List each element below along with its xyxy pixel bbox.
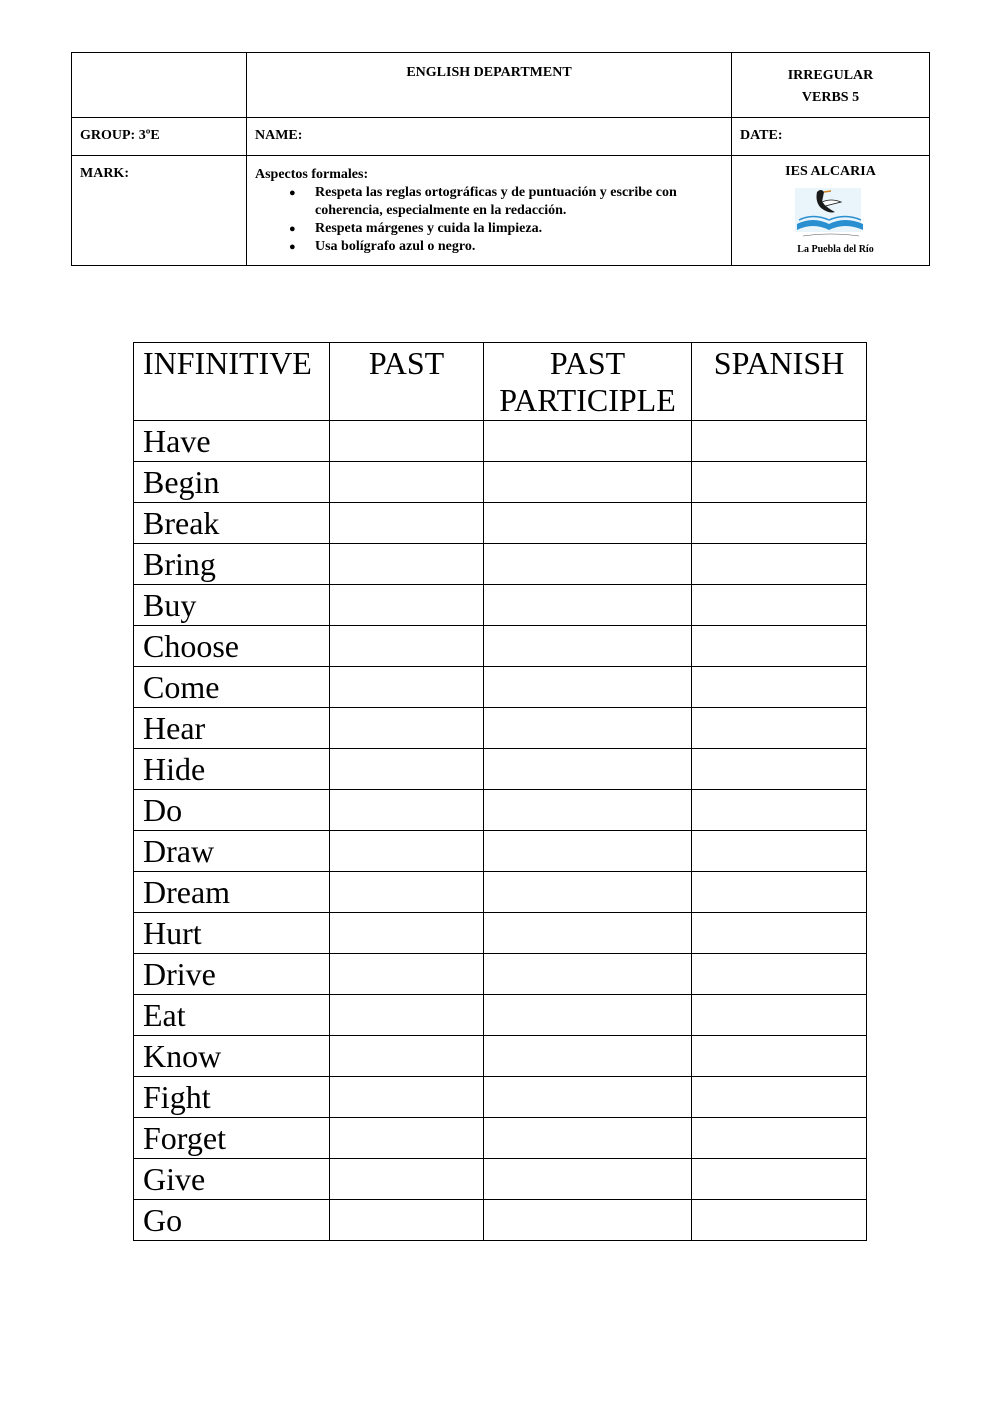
- school-logo: [791, 186, 871, 242]
- header-table: [71, 52, 930, 266]
- table-row: [134, 831, 867, 872]
- verb-infinitive: Give: [134, 1159, 330, 1200]
- past-participle-answer-cell[interactable]: [484, 585, 692, 626]
- verb-rows: [134, 421, 867, 1241]
- past-answer-cell[interactable]: [330, 1077, 484, 1118]
- col-spanish: SPANISH: [692, 343, 867, 421]
- table-row: [134, 462, 867, 503]
- table-row: [134, 421, 867, 462]
- col-past-participle: [484, 343, 692, 421]
- past-participle-answer-cell[interactable]: [484, 1077, 692, 1118]
- verb-infinitive: Eat: [134, 995, 330, 1036]
- past-participle-answer-cell[interactable]: [484, 626, 692, 667]
- past-participle-answer-cell[interactable]: [484, 995, 692, 1036]
- past-answer-cell[interactable]: [330, 503, 484, 544]
- aspecto-item: ● Respeta márgenes y cuida la limpieza.: [289, 220, 731, 238]
- past-participle-answer-cell[interactable]: [484, 1118, 692, 1159]
- verb-infinitive: Go: [134, 1200, 330, 1241]
- spanish-answer-cell[interactable]: [692, 1200, 867, 1241]
- past-answer-cell[interactable]: [330, 1159, 484, 1200]
- aspectos-list: [255, 184, 731, 256]
- spanish-answer-cell[interactable]: [692, 667, 867, 708]
- past-participle-answer-cell[interactable]: [484, 831, 692, 872]
- verb-infinitive: Hurt: [134, 913, 330, 954]
- table-row: [134, 667, 867, 708]
- spanish-answer-cell[interactable]: [692, 585, 867, 626]
- table-row: [134, 995, 867, 1036]
- past-answer-cell[interactable]: [330, 954, 484, 995]
- past-participle-answer-cell[interactable]: [484, 1036, 692, 1077]
- past-participle-answer-cell[interactable]: [484, 1159, 692, 1200]
- verb-infinitive: Draw: [134, 831, 330, 872]
- past-answer-cell[interactable]: [330, 544, 484, 585]
- col-past: PAST: [330, 343, 484, 421]
- past-answer-cell[interactable]: [330, 626, 484, 667]
- table-row: [134, 954, 867, 995]
- aspectos-title: Aspectos formales:: [255, 167, 369, 182]
- spanish-answer-cell[interactable]: [692, 1159, 867, 1200]
- table-row: [134, 872, 867, 913]
- aspectos-formales: [247, 156, 732, 266]
- aspecto-item: ● Respeta las reglas ortográficas y de puntuación y escribe con coherencia, especialmente en la redacción.: [289, 184, 731, 220]
- past-participle-answer-cell[interactable]: [484, 667, 692, 708]
- verb-infinitive: Buy: [134, 585, 330, 626]
- table-row: [134, 1118, 867, 1159]
- past-participle-answer-cell[interactable]: [484, 503, 692, 544]
- spanish-answer-cell[interactable]: [692, 1118, 867, 1159]
- past-participle-answer-cell[interactable]: [484, 421, 692, 462]
- past-participle-answer-cell[interactable]: [484, 913, 692, 954]
- spanish-answer-cell[interactable]: [692, 462, 867, 503]
- table-row: [134, 1077, 867, 1118]
- spanish-answer-cell[interactable]: [692, 995, 867, 1036]
- verb-infinitive: Hide: [134, 749, 330, 790]
- school-town: La Puebla del Río: [797, 244, 874, 255]
- table-row: [134, 790, 867, 831]
- past-answer-cell[interactable]: [330, 790, 484, 831]
- verb-infinitive: Come: [134, 667, 330, 708]
- aspecto-item: ● Usa bolígrafo azul o negro.: [289, 238, 731, 256]
- group-label: GROUP: 3ºE: [72, 118, 247, 156]
- past-answer-cell[interactable]: [330, 872, 484, 913]
- header-blank-cell: [72, 53, 247, 118]
- spanish-answer-cell[interactable]: [692, 954, 867, 995]
- title-line-1: IRREGULAR: [787, 68, 874, 83]
- spanish-answer-cell[interactable]: [692, 503, 867, 544]
- past-participle-answer-cell[interactable]: [484, 954, 692, 995]
- worksheet-title: [732, 53, 930, 118]
- table-row: [134, 749, 867, 790]
- verb-infinitive: Do: [134, 790, 330, 831]
- past-participle-answer-cell[interactable]: [484, 872, 692, 913]
- title-line-2: VERBS 5: [801, 90, 860, 105]
- past-participle-answer-cell[interactable]: [484, 749, 692, 790]
- col-past-participle-line1: PAST: [549, 345, 626, 381]
- verb-infinitive: Forget: [134, 1118, 330, 1159]
- spanish-answer-cell[interactable]: [692, 421, 867, 462]
- stork-book-icon: [791, 186, 871, 242]
- verb-infinitive: Have: [134, 421, 330, 462]
- school-name: IES ALCARIA: [785, 164, 876, 179]
- past-answer-cell[interactable]: [330, 1118, 484, 1159]
- past-participle-answer-cell[interactable]: [484, 790, 692, 831]
- past-answer-cell[interactable]: [330, 1036, 484, 1077]
- spanish-answer-cell[interactable]: [692, 872, 867, 913]
- verb-infinitive: Break: [134, 503, 330, 544]
- verb-infinitive: Fight: [134, 1077, 330, 1118]
- verb-infinitive: Begin: [134, 462, 330, 503]
- spanish-answer-cell[interactable]: [692, 913, 867, 954]
- spanish-answer-cell[interactable]: [692, 626, 867, 667]
- table-header-row: [134, 343, 867, 421]
- past-answer-cell[interactable]: [330, 667, 484, 708]
- mark-field: MARK:: [72, 156, 247, 266]
- past-answer-cell[interactable]: [330, 462, 484, 503]
- table-row: [134, 626, 867, 667]
- past-answer-cell[interactable]: [330, 913, 484, 954]
- past-answer-cell[interactable]: [330, 1200, 484, 1241]
- verb-infinitive: Know: [134, 1036, 330, 1077]
- school-logo-cell: [732, 156, 930, 266]
- verb-infinitive: Drive: [134, 954, 330, 995]
- table-row: [134, 708, 867, 749]
- table-row: [134, 585, 867, 626]
- table-row: [134, 1036, 867, 1077]
- spanish-answer-cell[interactable]: [692, 790, 867, 831]
- past-participle-answer-cell[interactable]: [484, 544, 692, 585]
- past-answer-cell[interactable]: [330, 421, 484, 462]
- verb-infinitive: Choose: [134, 626, 330, 667]
- spanish-answer-cell[interactable]: [692, 749, 867, 790]
- table-row: [134, 544, 867, 585]
- col-past-participle-line2: PARTICIPLE: [499, 382, 676, 418]
- past-answer-cell[interactable]: [330, 831, 484, 872]
- past-participle-answer-cell[interactable]: [484, 462, 692, 503]
- verb-infinitive: Dream: [134, 872, 330, 913]
- past-answer-cell[interactable]: [330, 749, 484, 790]
- table-row: [134, 1200, 867, 1241]
- spanish-answer-cell[interactable]: [692, 1077, 867, 1118]
- spanish-answer-cell[interactable]: [692, 544, 867, 585]
- col-infinitive: INFINITIVE: [134, 343, 330, 421]
- verb-infinitive: Hear: [134, 708, 330, 749]
- table-row: [134, 1159, 867, 1200]
- irregular-verbs-table: [133, 342, 867, 1241]
- spanish-answer-cell[interactable]: [692, 1036, 867, 1077]
- department-title: ENGLISH DEPARTMENT: [247, 53, 732, 118]
- date-field[interactable]: DATE:: [732, 118, 930, 156]
- spanish-answer-cell[interactable]: [692, 831, 867, 872]
- spanish-answer-cell[interactable]: [692, 708, 867, 749]
- past-participle-answer-cell[interactable]: [484, 1200, 692, 1241]
- table-row: [134, 503, 867, 544]
- verb-infinitive: Bring: [134, 544, 330, 585]
- table-row: [134, 913, 867, 954]
- past-participle-answer-cell[interactable]: [484, 708, 692, 749]
- past-answer-cell[interactable]: [330, 995, 484, 1036]
- name-field[interactable]: NAME:: [247, 118, 732, 156]
- past-answer-cell[interactable]: [330, 585, 484, 626]
- past-answer-cell[interactable]: [330, 708, 484, 749]
